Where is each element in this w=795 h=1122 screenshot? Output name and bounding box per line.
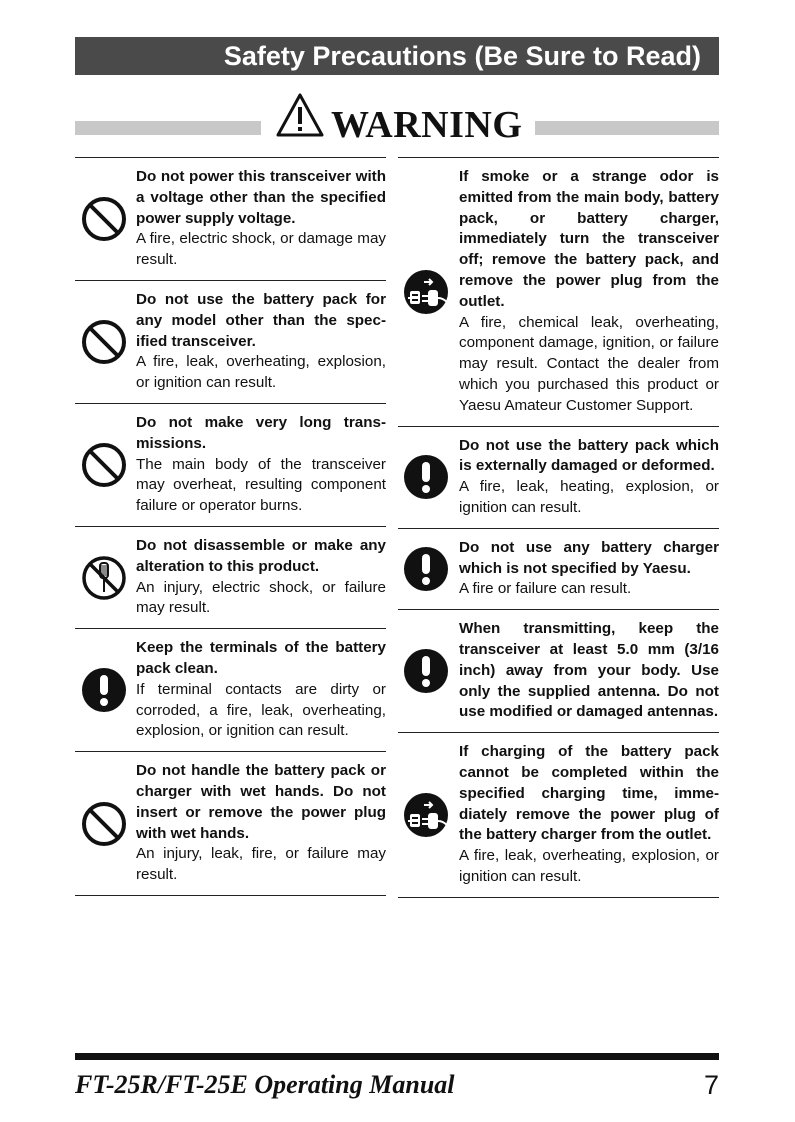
- warning-heading: WARNING: [331, 104, 523, 146]
- unplug-icon: [402, 791, 450, 839]
- section-header-bar: [75, 37, 719, 75]
- precaution-heading: Do not use the battery pack for any model other than the specified transceiver.: [136, 290, 386, 350]
- prohibition-icon: [80, 195, 128, 243]
- precaution-heading: Do not use the battery pack which is externally damaged or deformed.: [459, 436, 719, 475]
- warning-triangle-icon: [275, 92, 325, 138]
- precaution-heading: When transmitting, keep the transceiver at least 5.0 mm (3/16 inch) away from your body. Use only the supplied antenna. Do not use modified or damaged antennas.: [459, 620, 719, 721]
- mandatory-exclamation-icon: [402, 453, 450, 501]
- precaution-detail: A fire, leak, overheating, explosion, or ignition can result.: [136, 353, 386, 392]
- precaution-detail: An injury, electric shock, or failure may result.: [136, 578, 386, 617]
- no-disassembly-icon: [80, 554, 128, 602]
- precaution-heading: Do not use any battery charger which is not specified by Yaesu.: [459, 538, 719, 577]
- prohibition-icon: [80, 800, 128, 848]
- left-precautions-column: [75, 157, 386, 896]
- precaution-detail: The main body of the transceiver may overheat, resulting component failure or operator burns.: [136, 455, 386, 515]
- prohibition-icon: [80, 441, 128, 489]
- mandatory-exclamation-icon: [80, 666, 128, 714]
- precaution-item: [398, 732, 719, 898]
- precaution-detail: A fire or failure can result.: [459, 580, 632, 598]
- precaution-heading: If smoke or a strange odor is emitted from the main body, battery pack, or battery charger, immediately turn the transceiver off; remove the battery pack, and remove the power plug from the outlet.: [459, 168, 719, 310]
- precaution-detail: A fire, electric shock, or damage may result.: [136, 230, 386, 269]
- precaution-heading: Do not make very long transmissions.: [136, 413, 386, 452]
- page-number: 7: [703, 1070, 719, 1100]
- precaution-item: [75, 526, 386, 628]
- unplug-icon: [402, 268, 450, 316]
- mandatory-exclamation-icon: [402, 647, 450, 695]
- warning-rule-right: [535, 121, 719, 135]
- right-precautions-column: [398, 157, 719, 898]
- footer-rule: [75, 1053, 719, 1060]
- precaution-item: [75, 751, 386, 896]
- precaution-detail: A fire, leak, overheating, explosion, or ignition can result.: [459, 847, 719, 885]
- precaution-detail: A fire, leak, heating, explosion, or ignition can result.: [459, 478, 719, 516]
- precaution-item: [398, 609, 719, 732]
- precaution-item: [398, 426, 719, 528]
- precaution-heading: If charging of the battery pack cannot be completed within the specified charging time, immediately remove the power plug of the battery charger from the outlet.: [459, 743, 719, 844]
- section-title: Safety Precautions (Be Sure to Read): [223, 41, 701, 71]
- precaution-item: [75, 280, 386, 403]
- precaution-detail: An injury, leak, fire, or failure may result.: [136, 845, 386, 884]
- precaution-item: [75, 628, 386, 751]
- mandatory-exclamation-icon: [402, 545, 450, 593]
- manual-title: FT-25R/FT-25E Operating Manual: [75, 1070, 455, 1099]
- warning-rule-left: [75, 121, 261, 135]
- precaution-detail: A fire, chemical leak, overheating, component damage, ignition, or failure may result. Contact the dealer from which you purchased this product or Yaesu Amateur Customer Support.: [459, 313, 719, 414]
- precaution-heading: Do not disassemble or make any alteration to this product.: [136, 536, 386, 575]
- precaution-heading: Do not power this transceiver with a voltage other than the specified power supply voltage.: [136, 168, 386, 227]
- precaution-item: [398, 157, 719, 426]
- prohibition-icon: [80, 318, 128, 366]
- precaution-heading: Do not handle the battery pack or charger with wet hands. Do not insert or remove the power plug with wet hands.: [136, 762, 386, 842]
- precaution-item: [398, 528, 719, 609]
- precaution-item: [75, 403, 386, 526]
- precaution-heading: Keep the terminals of the battery pack clean.: [136, 639, 386, 677]
- precaution-item: [75, 157, 386, 280]
- precaution-detail: If terminal contacts are dirty or corroded, a fire, leak, overheating, explosion, or ignition can result.: [136, 680, 386, 740]
